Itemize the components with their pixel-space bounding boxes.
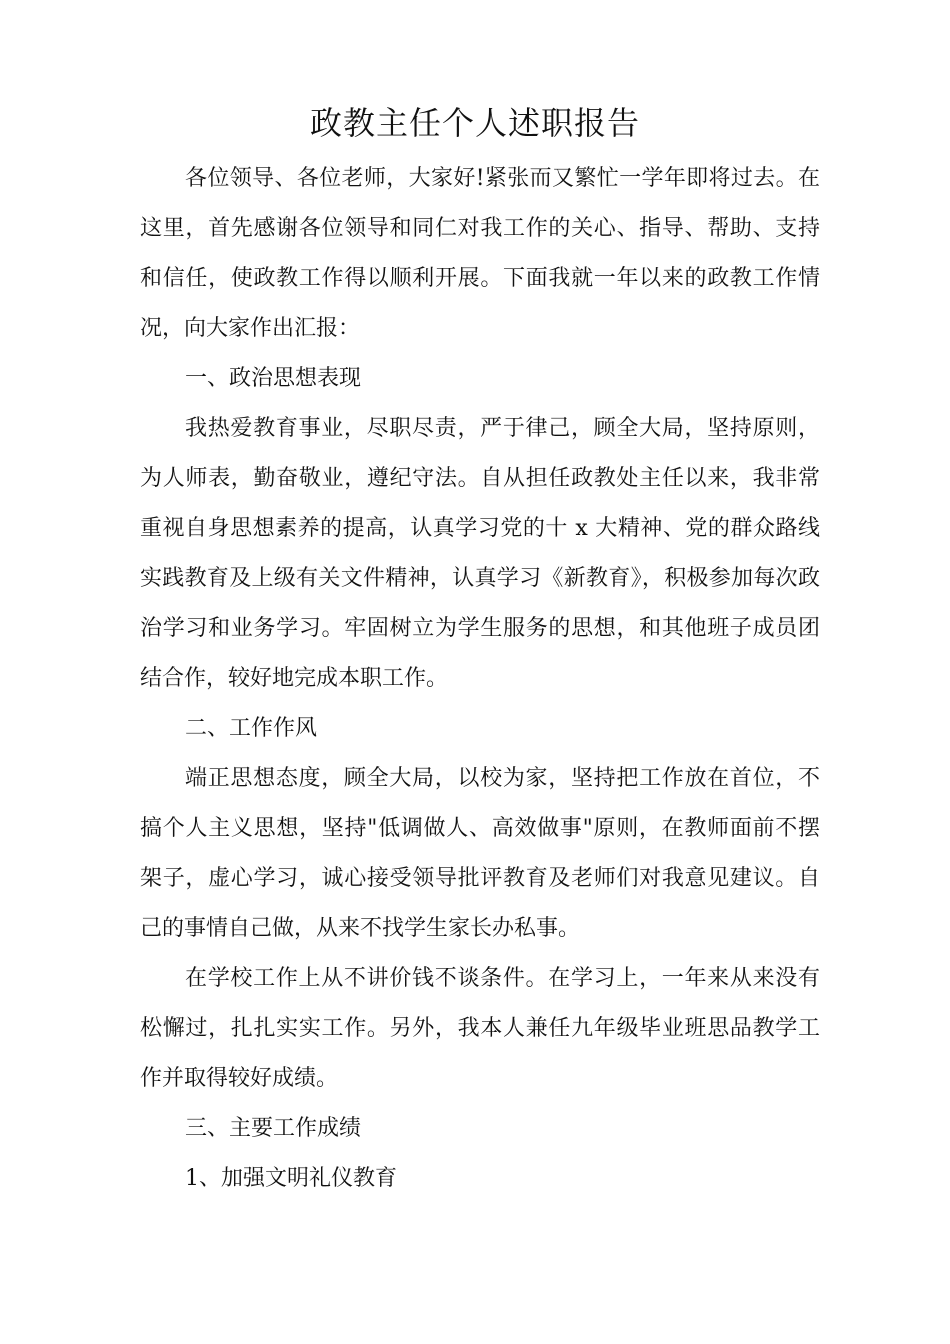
paragraph-work-attitude: 在学校工作上从不讲价钱不谈条件。在学习上，一年来从来没有松懈过，扎扎实实工作。另外，我本人兼任九年级毕业班思品教学工作并取得较好成绩。 (140, 966, 820, 1091)
document-title: 政教主任个人述职报告 (309, 104, 640, 142)
subsection-heading-etiquette: 1、加强文明礼仪教育 (185, 1166, 397, 1191)
paragraph-political: 我热爱教育事业，尽职尽责，严于律己，顾全大局，坚持原则，为人师表，勤奋敬业，遵纪守法。自从担任政教处主任以来，我非常重视自身思想素养的提高，认真学习党的十 x 大精神、党的群众路线实践教育及上级有关文件精神，认真学习《新教育》，积极参加每次政治学习和业务学习。牢固树立为学生服务的思想，和其他班子成员团结合作，较好地完成本职工作。 (140, 416, 820, 691)
section-heading-achievements: 三、主要工作成绩 (185, 1116, 362, 1141)
paragraph-work-style: 端正思想态度，顾全大局，以校为家，坚持把工作放在首位，不搞个人主义思想，坚持"低调做人、高效做事"原则，在教师面前不摆架子，虚心学习，诚心接受领导批评教育及老师们对我意见建议。自己的事情自己做，从来不找学生家长办私事。 (140, 766, 820, 941)
document-body (140, 154, 820, 1204)
section-heading-work-style: 二、工作作风 (185, 716, 318, 741)
section-heading-political: 一、政治思想表现 (185, 366, 362, 391)
paragraph-intro: 各位领导、各位老师，大家好!紧张而又繁忙一学年即将过去。在这里，首先感谢各位领导和同仁对我工作的关心、指导、帮助、支持和信任，使政教工作得以顺利开展。下面我就一年以来的政教工作情况，向大家作出汇报： (140, 166, 820, 341)
